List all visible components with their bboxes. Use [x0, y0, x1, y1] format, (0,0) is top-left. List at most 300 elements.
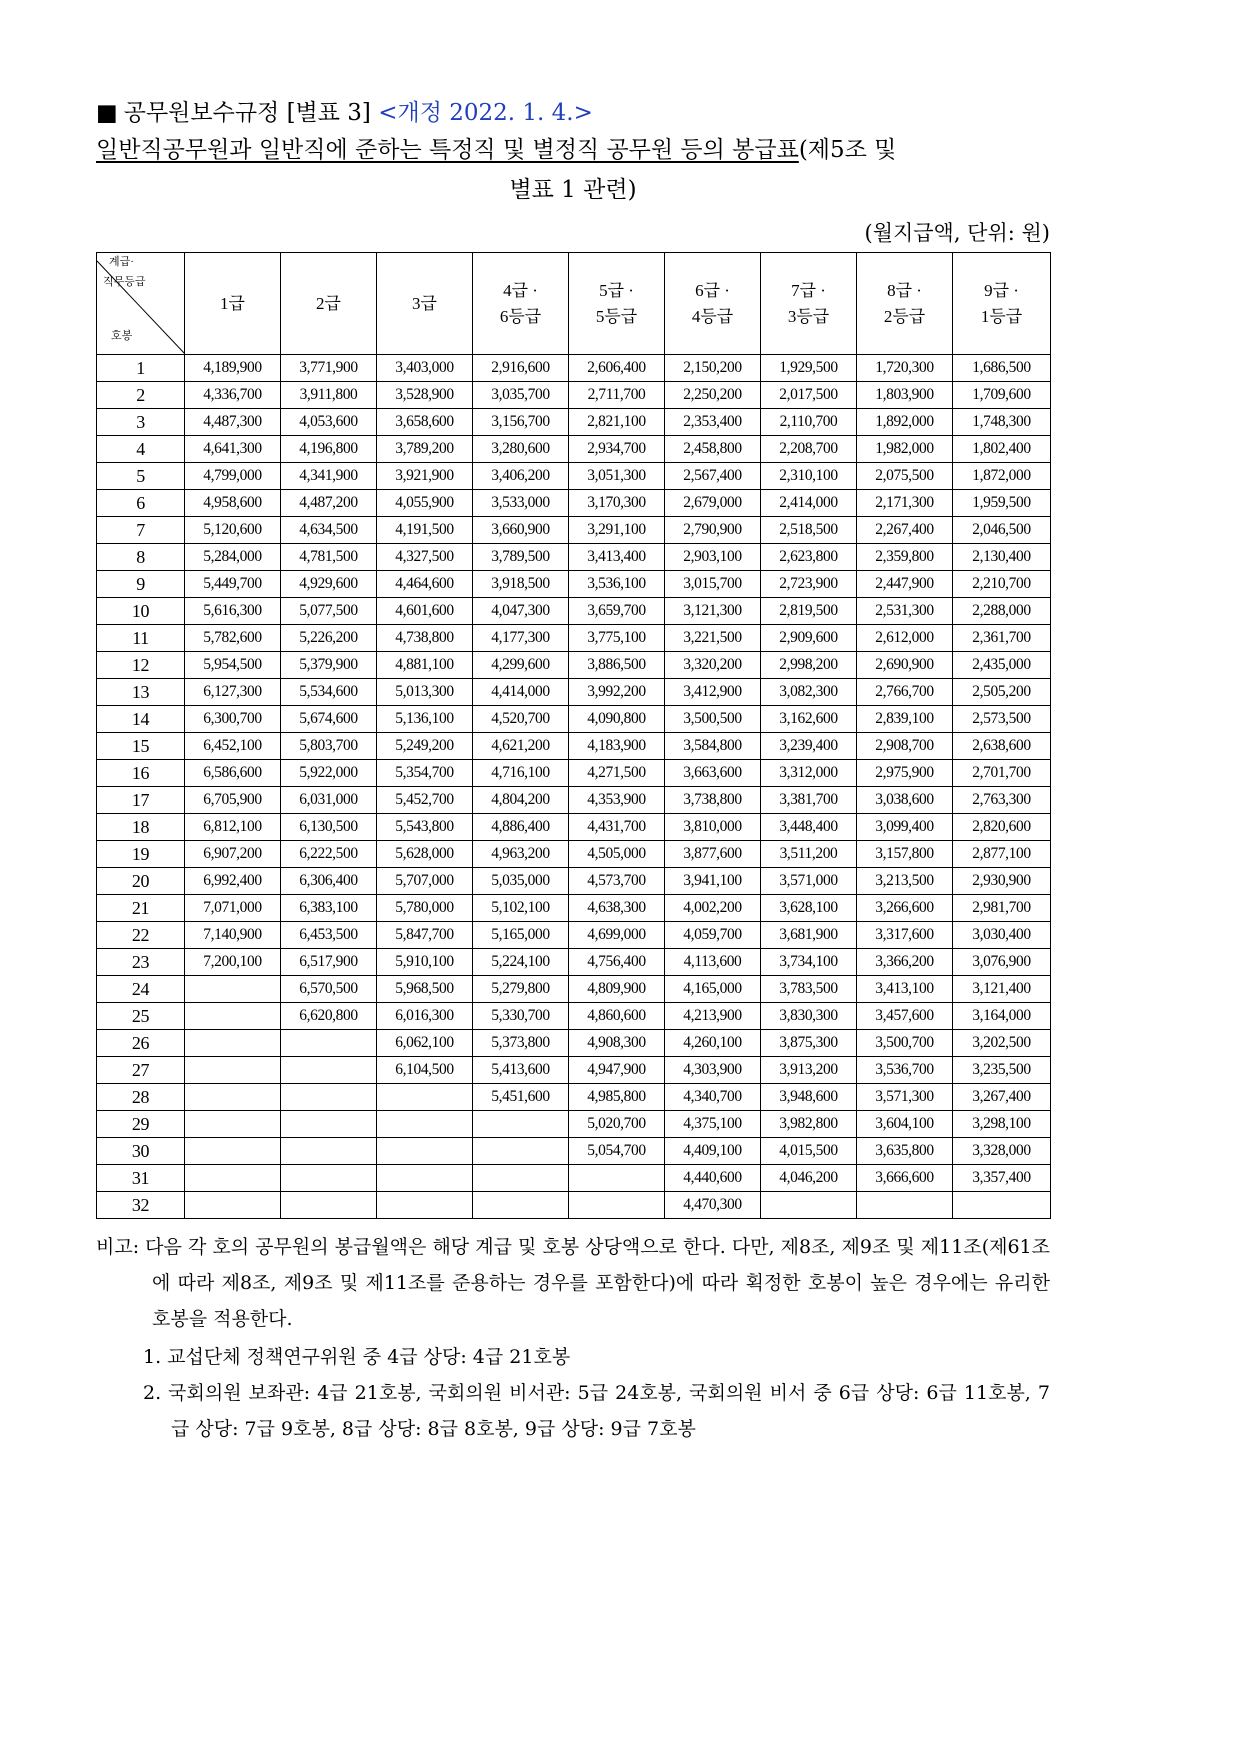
- salary-cell: 3,213,500: [857, 868, 953, 895]
- salary-cell: 3,875,300: [761, 1030, 857, 1057]
- salary-cell: 3,911,800: [281, 382, 377, 409]
- salary-cell: 6,812,100: [185, 814, 281, 841]
- salary-cell: 3,202,500: [953, 1030, 1051, 1057]
- salary-cell: 3,239,400: [761, 733, 857, 760]
- salary-cell: 3,921,900: [377, 463, 473, 490]
- salary-cell: 2,711,700: [569, 382, 665, 409]
- salary-cell: 2,763,300: [953, 787, 1051, 814]
- salary-cell: 5,910,100: [377, 949, 473, 976]
- salary-cell: 3,789,200: [377, 436, 473, 463]
- table-row: [97, 895, 1051, 922]
- table-row: [97, 382, 1051, 409]
- salary-cell: 4,046,200: [761, 1165, 857, 1192]
- salary-cell: 2,723,900: [761, 571, 857, 598]
- step-cell: 28: [97, 1084, 185, 1111]
- salary-cell: 2,638,600: [953, 733, 1051, 760]
- salary-cell: 3,571,000: [761, 868, 857, 895]
- table-row: [97, 922, 1051, 949]
- salary-cell: 4,985,800: [569, 1084, 665, 1111]
- salary-cell: 6,620,800: [281, 1003, 377, 1030]
- salary-cell: 3,536,700: [857, 1057, 953, 1084]
- salary-cell: 1,872,000: [953, 463, 1051, 490]
- salary-cell: 4,271,500: [569, 760, 665, 787]
- step-cell: 5: [97, 463, 185, 490]
- salary-cell: 4,090,800: [569, 706, 665, 733]
- salary-cell: 4,375,100: [665, 1111, 761, 1138]
- table-row: [97, 1030, 1051, 1057]
- salary-cell: 6,306,400: [281, 868, 377, 895]
- salary-cell: 2,359,800: [857, 544, 953, 571]
- salary-cell: 5,249,200: [377, 733, 473, 760]
- salary-cell: [377, 1165, 473, 1192]
- salary-cell: [473, 1165, 569, 1192]
- salary-cell: 3,406,200: [473, 463, 569, 490]
- salary-cell: 3,913,200: [761, 1057, 857, 1084]
- salary-cell: [281, 1138, 377, 1165]
- table-row: [97, 625, 1051, 652]
- salary-cell: 2,766,700: [857, 679, 953, 706]
- salary-cell: [953, 1192, 1051, 1219]
- salary-cell: 3,162,600: [761, 706, 857, 733]
- salary-cell: 4,716,100: [473, 760, 569, 787]
- regulation-name: 공무원보수규정 [별표 3]: [123, 100, 371, 126]
- title-paren: (제5조 및: [798, 137, 897, 163]
- salary-cell: 1,802,400: [953, 436, 1051, 463]
- step-cell: 23: [97, 949, 185, 976]
- salary-cell: 1,803,900: [857, 382, 953, 409]
- salary-cell: 3,366,200: [857, 949, 953, 976]
- salary-cell: 4,487,200: [281, 490, 377, 517]
- salary-cell: 3,830,300: [761, 1003, 857, 1030]
- salary-cell: 6,300,700: [185, 706, 281, 733]
- salary-cell: [185, 976, 281, 1003]
- salary-cell: 2,288,000: [953, 598, 1051, 625]
- salary-cell: 3,681,900: [761, 922, 857, 949]
- salary-cell: 1,720,300: [857, 355, 953, 382]
- salary-cell: 3,571,300: [857, 1084, 953, 1111]
- salary-cell: [281, 1030, 377, 1057]
- salary-cell: [473, 1138, 569, 1165]
- salary-cell: 4,165,000: [665, 976, 761, 1003]
- salary-cell: 3,457,600: [857, 1003, 953, 1030]
- salary-cell: 5,449,700: [185, 571, 281, 598]
- corner-header-cell: [97, 253, 185, 355]
- salary-cell: 4,809,900: [569, 976, 665, 1003]
- salary-cell: 3,666,600: [857, 1165, 953, 1192]
- salary-cell: 5,054,700: [569, 1138, 665, 1165]
- salary-cell: 6,907,200: [185, 841, 281, 868]
- salary-cell: 6,705,900: [185, 787, 281, 814]
- salary-cell: 2,623,800: [761, 544, 857, 571]
- salary-cell: 1,892,000: [857, 409, 953, 436]
- salary-cell: 3,738,800: [665, 787, 761, 814]
- grade-header-line2: 5등급: [595, 306, 638, 326]
- grade-header-line1: 8급 ·: [887, 280, 922, 300]
- table-row: [97, 706, 1051, 733]
- salary-cell: 5,165,000: [473, 922, 569, 949]
- salary-cell: 2,458,800: [665, 436, 761, 463]
- corner-grade-label: 계급·: [109, 256, 134, 268]
- grade-header-line1: 6급 ·: [695, 280, 730, 300]
- step-cell: 31: [97, 1165, 185, 1192]
- table-row: [97, 679, 1051, 706]
- salary-cell: 3,500,500: [665, 706, 761, 733]
- step-cell: 3: [97, 409, 185, 436]
- salary-cell: 4,440,600: [665, 1165, 761, 1192]
- step-cell: 2: [97, 382, 185, 409]
- salary-cell: 3,533,000: [473, 490, 569, 517]
- salary-cell: 3,317,600: [857, 922, 953, 949]
- salary-cell: 6,127,300: [185, 679, 281, 706]
- table-row: [97, 544, 1051, 571]
- grade-header-line1: 2급: [316, 293, 341, 313]
- step-cell: 15: [97, 733, 185, 760]
- salary-cell: 2,819,500: [761, 598, 857, 625]
- salary-cell: 3,775,100: [569, 625, 665, 652]
- salary-cell: 6,031,000: [281, 787, 377, 814]
- table-row: [97, 355, 1051, 382]
- remark-main: 비고: 다음 각 호의 공무원의 봉급월액은 해당 계급 및 호봉 상당액으로 한다. 다만, 제8조, 제9조 및 제11조(제61조에 따라 제8조, 제9조 및 제11조를 준용하는 경우를 포함한다)에 따라 획정한 호봉이 높은 경우에는 유리한 호봉을 적용한다.: [96, 1236, 1050, 1330]
- grade-header-8: [857, 253, 953, 355]
- salary-cell: [185, 1165, 281, 1192]
- salary-cell: 4,055,900: [377, 490, 473, 517]
- salary-cell: 2,075,500: [857, 463, 953, 490]
- salary-cell: 3,015,700: [665, 571, 761, 598]
- salary-cell: 5,780,000: [377, 895, 473, 922]
- salary-cell: 3,448,400: [761, 814, 857, 841]
- salary-cell: 3,604,100: [857, 1111, 953, 1138]
- table-row: [97, 571, 1051, 598]
- salary-cell: 4,464,600: [377, 571, 473, 598]
- step-cell: 19: [97, 841, 185, 868]
- title-underlined: 일반직공무원과 일반직에 준하는 특정직 및 별정직 공무원 등의 봉급표: [96, 137, 799, 163]
- grade-header-2: [281, 253, 377, 355]
- salary-cell: 2,790,900: [665, 517, 761, 544]
- salary-cell: 5,020,700: [569, 1111, 665, 1138]
- table-title: [96, 132, 1050, 208]
- salary-cell: 3,030,400: [953, 922, 1051, 949]
- grade-header-line1: 7급 ·: [791, 280, 826, 300]
- salary-cell: 3,156,700: [473, 409, 569, 436]
- salary-table: [96, 252, 1051, 1219]
- salary-cell: 3,121,300: [665, 598, 761, 625]
- table-row: [97, 1084, 1051, 1111]
- table-row: [97, 517, 1051, 544]
- salary-cell: 3,403,000: [377, 355, 473, 382]
- salary-cell: [185, 1030, 281, 1057]
- table-row: [97, 490, 1051, 517]
- table-header-row: [97, 253, 1051, 355]
- salary-cell: 2,531,300: [857, 598, 953, 625]
- salary-cell: 4,699,000: [569, 922, 665, 949]
- salary-cell: [377, 1138, 473, 1165]
- step-cell: 13: [97, 679, 185, 706]
- salary-cell: 2,998,200: [761, 652, 857, 679]
- salary-cell: 4,804,200: [473, 787, 569, 814]
- salary-cell: 6,016,300: [377, 1003, 473, 1030]
- salary-cell: 4,409,100: [665, 1138, 761, 1165]
- salary-cell: 2,361,700: [953, 625, 1051, 652]
- unit-note: (월지급액, 단위: 원): [864, 221, 1050, 245]
- document-page: [96, 96, 1050, 1447]
- salary-cell: 4,621,200: [473, 733, 569, 760]
- salary-cell: 3,298,100: [953, 1111, 1051, 1138]
- step-cell: 21: [97, 895, 185, 922]
- salary-cell: 4,929,600: [281, 571, 377, 598]
- salary-cell: 4,299,600: [473, 652, 569, 679]
- salary-cell: 5,330,700: [473, 1003, 569, 1030]
- salary-cell: 5,534,600: [281, 679, 377, 706]
- salary-cell: 7,140,900: [185, 922, 281, 949]
- salary-cell: 4,738,800: [377, 625, 473, 652]
- salary-cell: 3,267,400: [953, 1084, 1051, 1111]
- table-row: [97, 1138, 1051, 1165]
- table-row: [97, 1111, 1051, 1138]
- salary-cell: 3,412,900: [665, 679, 761, 706]
- salary-cell: 4,470,300: [665, 1192, 761, 1219]
- salary-cell: [185, 1111, 281, 1138]
- corner-step-label: 호봉: [111, 330, 133, 342]
- salary-cell: [185, 1138, 281, 1165]
- salary-cell: 4,189,900: [185, 355, 281, 382]
- salary-cell: 3,663,600: [665, 760, 761, 787]
- salary-cell: 5,379,900: [281, 652, 377, 679]
- salary-cell: 5,674,600: [281, 706, 377, 733]
- salary-cell: 4,183,900: [569, 733, 665, 760]
- salary-cell: 2,171,300: [857, 490, 953, 517]
- salary-cell: [569, 1165, 665, 1192]
- salary-cell: 1,748,300: [953, 409, 1051, 436]
- table-row: [97, 1192, 1051, 1219]
- salary-cell: 3,789,500: [473, 544, 569, 571]
- salary-cell: 4,634,500: [281, 517, 377, 544]
- salary-cell: 4,601,600: [377, 598, 473, 625]
- salary-cell: 4,340,700: [665, 1084, 761, 1111]
- grade-header-line1: 9급 ·: [984, 280, 1019, 300]
- salary-cell: 1,709,600: [953, 382, 1051, 409]
- salary-cell: 5,013,300: [377, 679, 473, 706]
- salary-cell: 3,038,600: [857, 787, 953, 814]
- grade-header-line2: 4등급: [691, 306, 734, 326]
- salary-cell: 5,782,600: [185, 625, 281, 652]
- table-row: [97, 760, 1051, 787]
- salary-cell: 2,046,500: [953, 517, 1051, 544]
- salary-cell: 3,948,600: [761, 1084, 857, 1111]
- salary-cell: 4,573,700: [569, 868, 665, 895]
- salary-cell: 4,059,700: [665, 922, 761, 949]
- title-line2: 별표 1 관련): [509, 177, 637, 203]
- salary-cell: 2,130,400: [953, 544, 1051, 571]
- salary-cell: 3,235,500: [953, 1057, 1051, 1084]
- salary-cell: 5,354,700: [377, 760, 473, 787]
- salary-cell: 4,431,700: [569, 814, 665, 841]
- salary-cell: 6,130,500: [281, 814, 377, 841]
- salary-cell: 5,847,700: [377, 922, 473, 949]
- salary-cell: 3,357,400: [953, 1165, 1051, 1192]
- grade-header-5: [569, 253, 665, 355]
- salary-cell: 5,922,000: [281, 760, 377, 787]
- salary-cell: 4,756,400: [569, 949, 665, 976]
- salary-cell: 6,453,500: [281, 922, 377, 949]
- salary-cell: 3,076,900: [953, 949, 1051, 976]
- salary-cell: 4,641,300: [185, 436, 281, 463]
- step-cell: 22: [97, 922, 185, 949]
- salary-cell: 5,077,500: [281, 598, 377, 625]
- step-cell: 14: [97, 706, 185, 733]
- step-cell: 30: [97, 1138, 185, 1165]
- table-row: [97, 841, 1051, 868]
- grade-header-4: [473, 253, 569, 355]
- step-cell: 10: [97, 598, 185, 625]
- step-cell: 26: [97, 1030, 185, 1057]
- salary-cell: 1,959,500: [953, 490, 1051, 517]
- square-bullet-icon: ■: [96, 100, 118, 126]
- salary-cell: 4,303,900: [665, 1057, 761, 1084]
- table-row: [97, 1165, 1051, 1192]
- salary-cell: 4,196,800: [281, 436, 377, 463]
- salary-cell: 5,226,200: [281, 625, 377, 652]
- grade-header-1: [185, 253, 281, 355]
- salary-cell: 3,528,900: [377, 382, 473, 409]
- table-row: [97, 787, 1051, 814]
- step-cell: 32: [97, 1192, 185, 1219]
- salary-cell: 5,968,500: [377, 976, 473, 1003]
- salary-cell: 4,881,100: [377, 652, 473, 679]
- step-cell: 11: [97, 625, 185, 652]
- salary-cell: 4,958,600: [185, 490, 281, 517]
- salary-cell: 2,916,600: [473, 355, 569, 382]
- salary-cell: [281, 1084, 377, 1111]
- salary-cell: 2,930,900: [953, 868, 1051, 895]
- salary-cell: 2,017,500: [761, 382, 857, 409]
- table-row: [97, 868, 1051, 895]
- salary-cell: 4,886,400: [473, 814, 569, 841]
- salary-cell: 3,291,100: [569, 517, 665, 544]
- salary-cell: 6,104,500: [377, 1057, 473, 1084]
- grade-header-6: [665, 253, 761, 355]
- salary-cell: 2,679,000: [665, 490, 761, 517]
- salary-cell: 2,690,900: [857, 652, 953, 679]
- salary-cell: 2,310,100: [761, 463, 857, 490]
- salary-cell: 2,267,400: [857, 517, 953, 544]
- salary-cell: 3,783,500: [761, 976, 857, 1003]
- salary-cell: 2,435,000: [953, 652, 1051, 679]
- salary-cell: 3,886,500: [569, 652, 665, 679]
- salary-cell: 2,150,200: [665, 355, 761, 382]
- salary-cell: 3,877,600: [665, 841, 761, 868]
- corner-level-label: 직무등급: [103, 276, 146, 288]
- salary-cell: 5,373,800: [473, 1030, 569, 1057]
- salary-cell: 5,628,000: [377, 841, 473, 868]
- step-cell: 6: [97, 490, 185, 517]
- salary-cell: 3,941,100: [665, 868, 761, 895]
- grade-header-line2: 1등급: [980, 306, 1023, 326]
- salary-cell: 4,520,700: [473, 706, 569, 733]
- salary-cell: 2,975,900: [857, 760, 953, 787]
- grade-header-line1: 1급: [220, 293, 245, 313]
- salary-cell: 3,320,200: [665, 652, 761, 679]
- salary-cell: 5,284,000: [185, 544, 281, 571]
- salary-cell: 4,336,700: [185, 382, 281, 409]
- salary-cell: 2,909,600: [761, 625, 857, 652]
- salary-cell: [377, 1192, 473, 1219]
- regulation-heading: [96, 96, 1050, 130]
- salary-cell: 2,821,100: [569, 409, 665, 436]
- grade-header-line2: 2등급: [883, 306, 926, 326]
- salary-cell: 4,341,900: [281, 463, 377, 490]
- salary-cell: 3,918,500: [473, 571, 569, 598]
- salary-cell: 2,573,500: [953, 706, 1051, 733]
- salary-cell: 3,982,800: [761, 1111, 857, 1138]
- salary-cell: 5,120,600: [185, 517, 281, 544]
- step-cell: 4: [97, 436, 185, 463]
- salary-cell: 2,414,000: [761, 490, 857, 517]
- salary-cell: 2,110,700: [761, 409, 857, 436]
- step-cell: 9: [97, 571, 185, 598]
- salary-cell: 2,447,900: [857, 571, 953, 598]
- remarks: [96, 1229, 1050, 1447]
- salary-cell: 5,413,600: [473, 1057, 569, 1084]
- salary-cell: 6,383,100: [281, 895, 377, 922]
- salary-cell: 2,877,100: [953, 841, 1051, 868]
- step-cell: 25: [97, 1003, 185, 1030]
- grade-header-line1: 5급 ·: [599, 280, 634, 300]
- salary-cell: [281, 1111, 377, 1138]
- salary-cell: 1,686,500: [953, 355, 1051, 382]
- salary-cell: 2,981,700: [953, 895, 1051, 922]
- salary-cell: 3,810,000: [665, 814, 761, 841]
- salary-cell: [185, 1003, 281, 1030]
- step-cell: 1: [97, 355, 185, 382]
- salary-cell: 4,505,000: [569, 841, 665, 868]
- salary-cell: [473, 1192, 569, 1219]
- salary-cell: 6,992,400: [185, 868, 281, 895]
- salary-cell: 3,413,400: [569, 544, 665, 571]
- salary-cell: 4,353,900: [569, 787, 665, 814]
- salary-cell: [377, 1111, 473, 1138]
- grade-header-line2: 6등급: [499, 306, 542, 326]
- salary-cell: 6,517,900: [281, 949, 377, 976]
- salary-cell: [281, 1057, 377, 1084]
- grade-header-line1: 3급: [412, 293, 437, 313]
- table-row: [97, 733, 1051, 760]
- salary-cell: 4,260,100: [665, 1030, 761, 1057]
- salary-cell: 4,113,600: [665, 949, 761, 976]
- step-cell: 29: [97, 1111, 185, 1138]
- table-row: [97, 598, 1051, 625]
- salary-cell: 3,157,800: [857, 841, 953, 868]
- salary-cell: [473, 1111, 569, 1138]
- salary-cell: 2,567,400: [665, 463, 761, 490]
- salary-cell: 4,002,200: [665, 895, 761, 922]
- table-row: [97, 1003, 1051, 1030]
- salary-cell: 4,414,000: [473, 679, 569, 706]
- remark-item-2: 2. 국회의원 보좌관: 4급 21호봉, 국회의원 비서관: 5급 24호봉, 국회의원 비서 중 6급 상당: 6급 11호봉, 7급 상당: 7급 9호봉, 8급 상당: 8급 8호봉, 9급 상당: 9급 7호봉: [143, 1382, 1050, 1440]
- salary-cell: 3,628,100: [761, 895, 857, 922]
- salary-cell: 4,799,000: [185, 463, 281, 490]
- salary-cell: 6,570,500: [281, 976, 377, 1003]
- salary-cell: 2,208,700: [761, 436, 857, 463]
- table-row: [97, 652, 1051, 679]
- salary-cell: 4,947,900: [569, 1057, 665, 1084]
- table-row: [97, 814, 1051, 841]
- salary-cell: 2,612,000: [857, 625, 953, 652]
- salary-cell: 3,381,700: [761, 787, 857, 814]
- salary-cell: 5,224,100: [473, 949, 569, 976]
- table-row: [97, 463, 1051, 490]
- grade-header-3: [377, 253, 473, 355]
- salary-cell: 3,734,100: [761, 949, 857, 976]
